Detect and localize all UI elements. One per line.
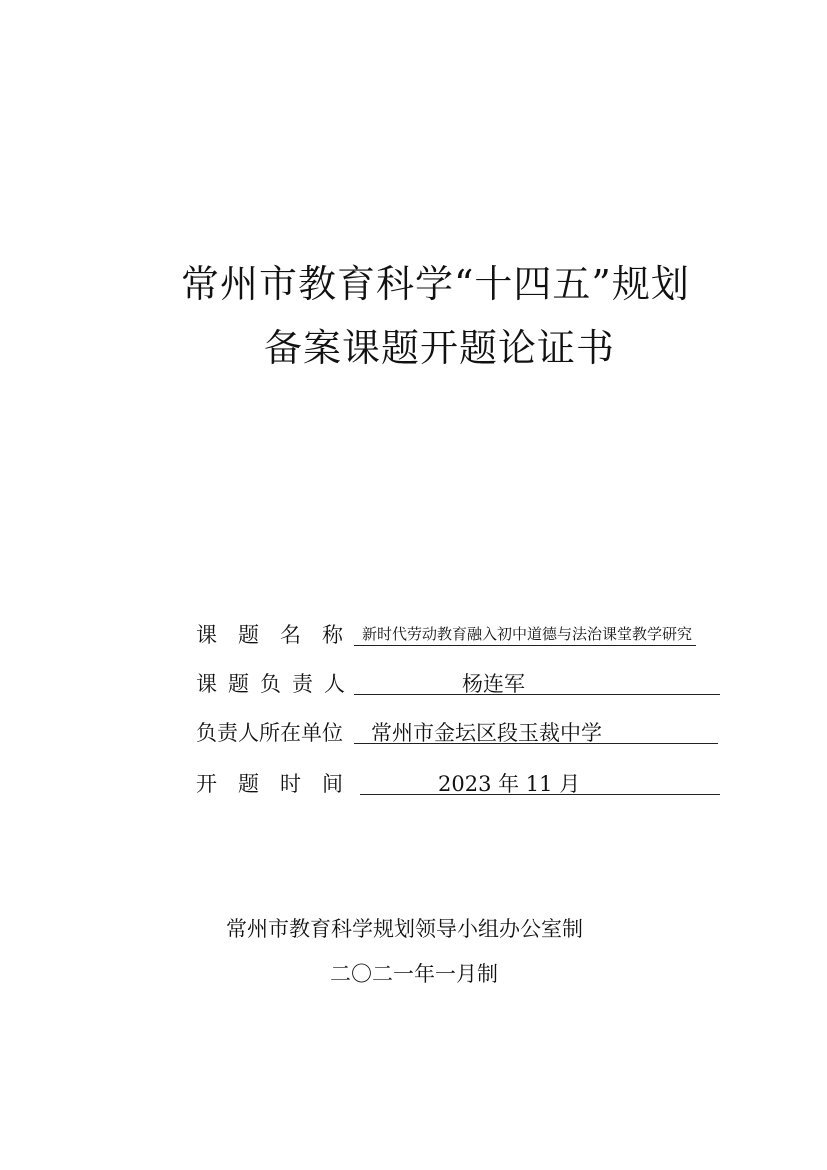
field-label-person-in-charge: 课题负责人 — [196, 672, 356, 696]
field-value-person-in-charge: 杨连军 — [354, 670, 720, 695]
field-label-topic-name: 课题名称 — [196, 623, 364, 647]
document-title-line-1: 常州市教育科学“十四五”规划 — [181, 262, 690, 306]
field-label-unit: 负责人所在单位 — [196, 721, 343, 745]
field-value-unit: 常州市金坛区段玉裁中学 — [354, 719, 718, 744]
field-value-topic-name: 新时代劳动教育融入初中道德与法治课堂教学研究 — [354, 621, 696, 646]
footer-issuer: 常州市教育科学规划领导小组办公室制 — [226, 917, 583, 941]
document-title-line-2: 备案课题开题论证书 — [264, 326, 616, 370]
footer-date: 二〇二一年一月制 — [330, 962, 498, 986]
field-label-opening-time: 开题时间 — [196, 772, 364, 796]
field-value-opening-time: 2023 年 11 月 — [360, 770, 720, 795]
